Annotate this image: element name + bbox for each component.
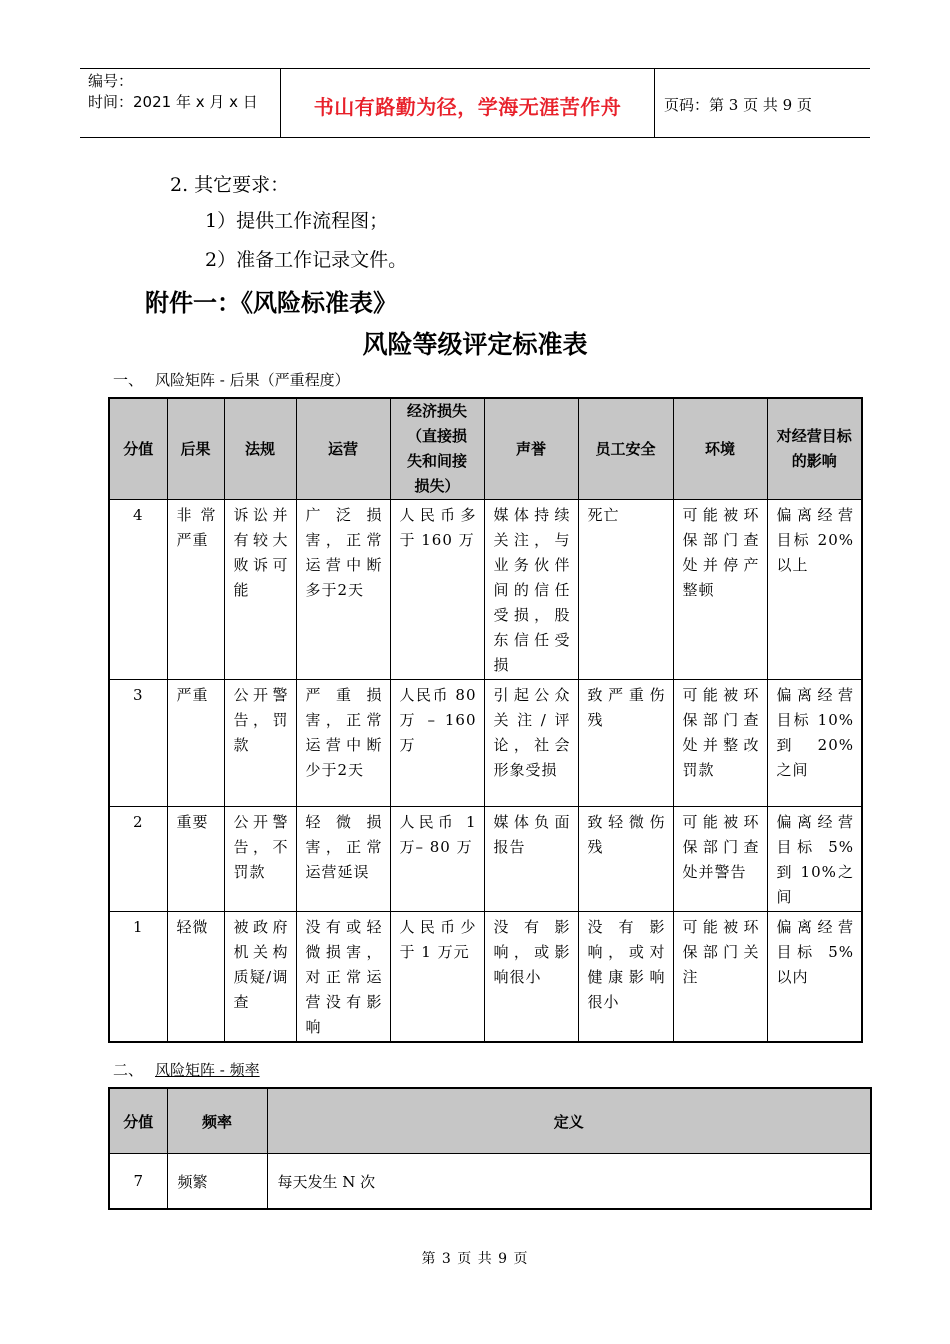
page-footer: 第 3 页 共 9 页 (421, 1251, 529, 1267)
regulation-cell: 公开警告，罚款 (224, 680, 296, 807)
environment-cell: 可能被环保部门查处并整改罚款 (673, 680, 767, 807)
column-header: 运营 (296, 398, 390, 500)
column-header: 定义 (267, 1088, 871, 1154)
environment-cell: 可能被环保部门查处并停产整顿 (673, 500, 767, 680)
economic-loss-cell: 人民币少于 1 万元 (390, 912, 484, 1043)
section-number: 二、 (113, 1061, 144, 1079)
score-cell: 3 (109, 680, 167, 807)
section-heading (113, 1059, 260, 1080)
column-header: 后果 (167, 398, 224, 500)
operation-cell: 轻微损害，正常运营延误 (296, 807, 390, 912)
column-header: 对经营目标的影响 (767, 398, 862, 500)
table-row (109, 680, 862, 807)
requirement-item: 1）提供工作流程图； (205, 210, 389, 232)
operation-cell: 没有或轻微损害，对正常运营没有影响 (296, 912, 390, 1043)
definition-cell: 每天发生 N 次 (267, 1154, 871, 1210)
employee-safety-cell: 致轻微伤残 (578, 807, 673, 912)
economic-loss-cell: 人民币 80 万 – 160 万 (390, 680, 484, 807)
business-impact-cell: 偏离经营目标 5%以内 (767, 912, 862, 1043)
table-header-row (109, 1088, 871, 1154)
economic-loss-cell: 人民币 1 万– 80 万 (390, 807, 484, 912)
document-header (80, 68, 870, 138)
requirement-item: 2）准备工作记录文件。 (205, 249, 408, 271)
frequency-table (108, 1087, 872, 1210)
consequence-cell: 严重 (167, 680, 224, 807)
column-header: 员工安全 (578, 398, 673, 500)
regulation-cell: 被政府机关构质疑/调查 (224, 912, 296, 1043)
regulation-cell: 公开警告，不罚款 (224, 807, 296, 912)
reputation-cell: 媒体负面报告 (484, 807, 578, 912)
consequence-cell: 重要 (167, 807, 224, 912)
environment-cell: 可能被环保部门查处并警告 (673, 807, 767, 912)
consequence-table (108, 397, 863, 1043)
reputation-cell: 没有影响，或影响很小 (484, 912, 578, 1043)
header-page-info: 页码：第 3 页 共 9 页 (664, 96, 812, 114)
column-header: 经济损失（直接损失和间接损失） (390, 398, 484, 500)
business-impact-cell: 偏离经营目标 20% 以上 (767, 500, 862, 680)
other-requirements-heading: 2. 其它要求： (170, 174, 290, 196)
business-impact-cell: 偏离经营目标 10% 到 20% 之间 (767, 680, 862, 807)
header-meta (88, 71, 278, 113)
table-row (109, 1154, 871, 1210)
column-header: 分值 (109, 398, 167, 500)
header-divider (654, 69, 655, 137)
employee-safety-cell: 没有影响，或对健康影响很小 (578, 912, 673, 1043)
employee-safety-cell: 致严重伤残 (578, 680, 673, 807)
column-header: 声誉 (484, 398, 578, 500)
consequence-cell: 非常严重 (167, 500, 224, 680)
code-label: 编号： (88, 72, 134, 90)
reputation-cell: 引起公众关注/评论，社会形象受损 (484, 680, 578, 807)
score-cell: 2 (109, 807, 167, 912)
table-row (109, 912, 862, 1043)
environment-cell: 可能被环保部门关注 (673, 912, 767, 1043)
business-impact-cell: 偏离经营目标 5%到 10%之间 (767, 807, 862, 912)
section-heading (113, 369, 350, 390)
regulation-cell: 诉讼并有较大败诉可能 (224, 500, 296, 680)
section-number: 一、 (113, 371, 144, 389)
consequence-cell: 轻微 (167, 912, 224, 1043)
table-row (109, 807, 862, 912)
column-header: 环境 (673, 398, 767, 500)
time-label: 时间：2021 年 x 月 x 日 (88, 93, 258, 111)
operation-cell: 严重损害，正常运营中断少于2天 (296, 680, 390, 807)
attachment-title: 附件一：《风险标准表》 (145, 289, 397, 317)
operation-cell: 广泛损害，正常运营中断多于2天 (296, 500, 390, 680)
reputation-cell: 媒体持续关注，与业务伙伴间的信任受损，股东信任受损 (484, 500, 578, 680)
score-cell: 4 (109, 500, 167, 680)
section-label: 风险矩阵 - 后果（严重程度） (155, 371, 350, 389)
table-row (109, 500, 862, 680)
frequency-cell: 频繁 (167, 1154, 267, 1210)
column-header: 频率 (167, 1088, 267, 1154)
column-header: 法规 (224, 398, 296, 500)
section-label: 风险矩阵 - 频率 (155, 1061, 260, 1079)
score-cell: 7 (109, 1154, 167, 1210)
table-header-row (109, 398, 862, 500)
score-cell: 1 (109, 912, 167, 1043)
header-motto: 书山有路勤为径，学海无涯苦作舟 (313, 95, 622, 119)
table-title: 风险等级评定标准表 (362, 330, 588, 359)
employee-safety-cell: 死亡 (578, 500, 673, 680)
economic-loss-cell: 人民币多于 160 万 (390, 500, 484, 680)
column-header: 分值 (109, 1088, 167, 1154)
